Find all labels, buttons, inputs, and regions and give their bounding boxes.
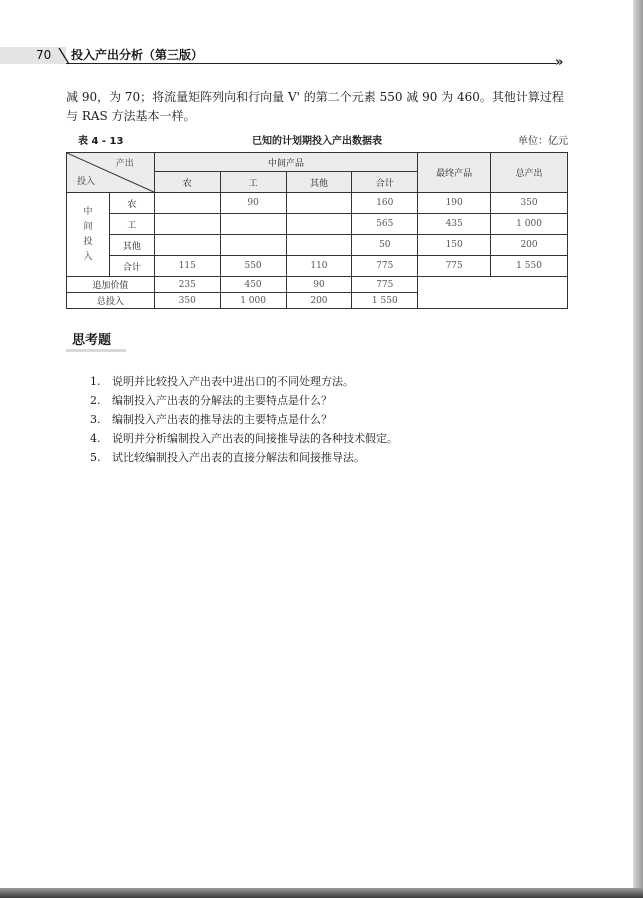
table-cell: 1 000 xyxy=(491,214,568,235)
column-header: 其他 xyxy=(286,172,352,193)
table-cell: 1 550 xyxy=(352,293,418,309)
table-corner-cell xyxy=(67,153,155,193)
table-cell xyxy=(154,214,220,235)
question-text: 说明并分析编制投入产出表的间接推导法的各种技术假定。 xyxy=(112,432,398,445)
row-label: 总投入 xyxy=(67,293,155,309)
corner-input-label: 投入 xyxy=(77,177,96,187)
table-cell xyxy=(154,235,220,256)
column-header: 合计 xyxy=(352,172,418,193)
table-row xyxy=(67,256,568,277)
table-cell xyxy=(286,235,352,256)
row-label: 其他 xyxy=(109,235,154,256)
table-cell: 160 xyxy=(352,193,418,214)
table-unit: 单位：亿元 xyxy=(518,136,568,147)
page-number: 70 xyxy=(36,48,52,62)
question-text: 说明并比较投入产出表中进出口的不同处理方法。 xyxy=(112,375,354,388)
table-cell: 350 xyxy=(154,293,220,309)
section-heading: 思考题 xyxy=(72,333,112,348)
table-cell: 350 xyxy=(491,193,568,214)
question-number: 1. xyxy=(90,375,101,388)
header-total-output: 总产出 xyxy=(491,153,568,193)
table-cell xyxy=(220,235,286,256)
table-cell: 190 xyxy=(418,193,491,214)
page-bottom-shadow xyxy=(0,888,643,898)
table-cell: 435 xyxy=(418,214,491,235)
double-chevron-icon: » xyxy=(555,55,564,70)
corner-output-label: 产出 xyxy=(115,159,134,169)
table-cell: 565 xyxy=(352,214,418,235)
table-number: 表 4 - 13 xyxy=(78,136,124,147)
table-cell xyxy=(154,193,220,214)
table-cell: 550 xyxy=(220,256,286,277)
table-caption xyxy=(66,134,568,150)
question-number: 4. xyxy=(90,432,101,445)
header-final-products: 最终产品 xyxy=(418,153,491,193)
table-cell: 110 xyxy=(286,256,352,277)
body-paragraph: 减 90，为 70；将流量矩阵列向和行向量 V' 的第二个元素 550 减 90 为 460。其他计算过程与 RAS 方法基本一样。 xyxy=(66,90,564,123)
list-item xyxy=(90,372,398,391)
table-cell: 235 xyxy=(154,277,220,293)
table-cell: 50 xyxy=(352,235,418,256)
intermediate-inputs-label: 中间投入 xyxy=(67,193,110,277)
table-cell: 150 xyxy=(418,235,491,256)
table-row xyxy=(67,193,568,214)
question-text: 试比较编制投入产出表的直接分解法和间接推导法。 xyxy=(112,451,365,464)
list-item xyxy=(90,391,398,410)
list-item xyxy=(90,410,398,429)
question-number: 2. xyxy=(90,394,101,407)
table-cell xyxy=(220,214,286,235)
table-cell xyxy=(286,193,352,214)
column-header: 工 xyxy=(220,172,286,193)
list-item xyxy=(90,448,398,467)
table-cell: 200 xyxy=(286,293,352,309)
question-text: 编制投入产出表的推导法的主要特点是什么？ xyxy=(112,413,332,426)
table-cell: 1 000 xyxy=(220,293,286,309)
table-title: 已知的计划期投入产出数据表 xyxy=(252,136,382,147)
question-text: 编制投入产出表的分解法的主要特点是什么？ xyxy=(112,394,332,407)
book-title: 投入产出分析（第三版） xyxy=(71,48,204,62)
row-label: 合计 xyxy=(109,256,154,277)
row-label: 农 xyxy=(109,193,154,214)
question-number: 3. xyxy=(90,413,101,426)
table-row xyxy=(67,235,568,256)
question-number: 5. xyxy=(90,451,101,464)
table-cell: 115 xyxy=(154,256,220,277)
table-cell: 90 xyxy=(220,193,286,214)
table-cell: 90 xyxy=(286,277,352,293)
header-intermediate-products: 中间产品 xyxy=(154,153,417,172)
question-list xyxy=(90,372,398,467)
table-cell: 775 xyxy=(352,256,418,277)
list-item xyxy=(90,429,398,448)
table-cell: 775 xyxy=(418,256,491,277)
column-header: 农 xyxy=(154,172,220,193)
table-row xyxy=(67,277,568,293)
data-table xyxy=(66,152,568,309)
table-cell: 450 xyxy=(220,277,286,293)
header-rule xyxy=(66,63,556,64)
empty-cell xyxy=(418,277,568,309)
table-cell: 1 550 xyxy=(491,256,568,277)
table-row xyxy=(67,214,568,235)
row-label: 追加价值 xyxy=(67,277,155,293)
table-cell: 775 xyxy=(352,277,418,293)
table-cell: 200 xyxy=(491,235,568,256)
row-label: 工 xyxy=(109,214,154,235)
header-band xyxy=(0,47,66,64)
table-cell xyxy=(286,214,352,235)
page-right-shadow xyxy=(633,0,643,898)
